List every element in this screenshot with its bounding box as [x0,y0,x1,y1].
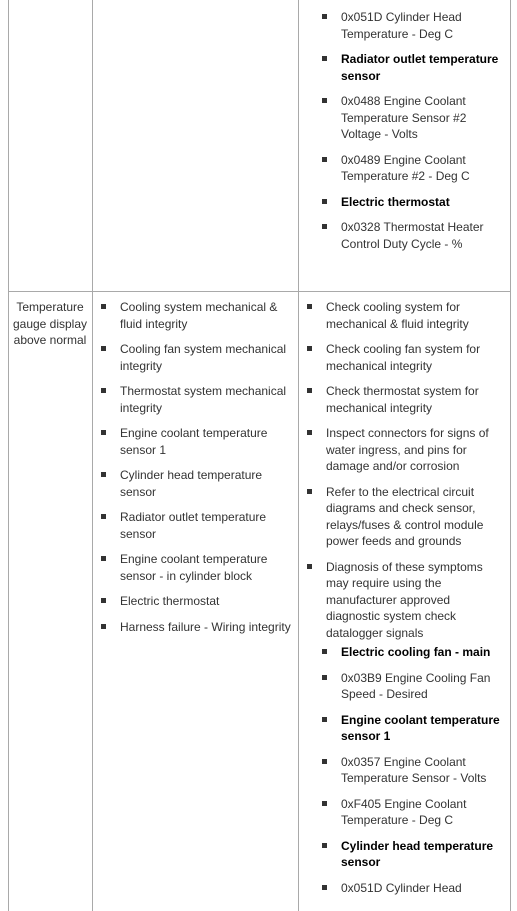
cause-item: Radiator outlet temperature sensor [99,509,294,542]
table-border-left [8,0,9,911]
cause-item: Cooling fan system mechanical integrity [99,341,294,374]
cause-item: Engine coolant temperature sensor 1 [99,425,294,458]
datalogger-signal-item: Radiator outlet temperature sensor [320,51,506,84]
cause-item: Thermostat system mechanical integrity [99,383,294,416]
symptom-cell [9,299,91,349]
action-item: Check cooling fan system for mechanical integrity [305,341,505,374]
datalogger-signal-item: 0x051D Cylinder Head Temperature - Deg C [320,9,506,42]
datalogger-signal-item: Engine coolant temperature sensor 1 [320,712,505,745]
datalogger-signal-item: 0x0328 Thermostat Heater Control Duty Cycle - % [320,219,506,252]
cause-item: Engine coolant temperature sensor - in cylinder block [99,551,294,584]
action-item: Check cooling system for mechanical & fluid integrity [305,299,505,332]
row-separator [8,291,511,292]
datalogger-signal-item: 0x0357 Engine Coolant Temperature Sensor - Volts [320,754,505,787]
actions-list [305,299,505,641]
datalogger-signal-item: 0x03B9 Engine Cooling Fan Speed - Desired [320,670,505,703]
top-row-datalogger-cell [320,9,506,261]
datalogger-signal-item: Electric cooling fan - main [320,644,505,661]
action-item: Inspect connectors for signs of water ingress, and pins for damage and/or corrosion [305,425,505,475]
datalogger-signal-item: 0x051D Cylinder Head [320,880,505,897]
datalogger-signal-item: 0x0489 Engine Coolant Temperature #2 - Deg C [320,152,506,185]
table-border-right [510,0,511,911]
causes-cell [99,299,294,644]
causes-list [99,299,294,635]
cause-item: Cooling system mechanical & fluid integrity [99,299,294,332]
action-item: Diagnosis of these symptoms may require using the manufacturer approved diagnostic system check datalogger signals [305,559,505,642]
table-divider-1 [92,0,93,911]
action-item: Refer to the electrical circuit diagrams and check sensor, relays/fuses & control module power feeds and grounds [305,484,505,550]
cause-item: Cylinder head temperature sensor [99,467,294,500]
cause-item: Harness failure - Wiring integrity [99,619,294,636]
actions-cell [305,299,505,905]
symptom-text: Temperature gauge display above normal [12,300,88,347]
datalogger-signal-item: Cylinder head temperature sensor [320,838,505,871]
cause-item: Electric thermostat [99,593,294,610]
top-datalogger-list [320,9,506,252]
datalogger-signal-item: 0xF405 Engine Coolant Temperature - Deg C [320,796,505,829]
action-item: Check thermostat system for mechanical integrity [305,383,505,416]
datalogger-signal-item: Electric thermostat [320,194,506,211]
datalogger-signal-list [320,644,505,896]
table-divider-2 [298,0,299,911]
datalogger-signal-item: 0x0488 Engine Coolant Temperature Sensor #2 Voltage - Volts [320,93,506,143]
